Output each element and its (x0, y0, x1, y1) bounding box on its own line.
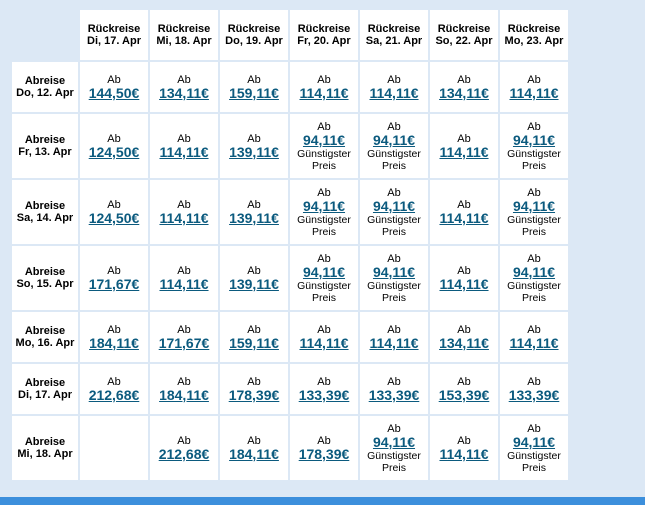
from-label: Ab (387, 375, 401, 388)
price-link[interactable]: 114,11€ (369, 334, 419, 351)
price-link[interactable]: 133,39€ (368, 386, 420, 403)
price-cell (500, 62, 568, 112)
price-cell (430, 62, 498, 112)
price-link[interactable]: 184,11€ (229, 445, 279, 462)
price-cell (290, 416, 358, 480)
price-link[interactable]: 114,11€ (159, 143, 209, 160)
departure-row (12, 246, 568, 310)
price-link[interactable]: 94,11€ (512, 197, 556, 214)
price-cell (150, 364, 218, 414)
from-label: Ab (247, 132, 261, 145)
from-label: Ab (457, 132, 471, 145)
price-cell (360, 312, 428, 362)
from-label: Ab (387, 422, 401, 435)
return-date: Di, 17. Apr (87, 35, 141, 47)
price-link[interactable]: 133,39€ (298, 386, 350, 403)
price-cell (220, 312, 288, 362)
departure-date-header (12, 246, 78, 310)
return-date-header (80, 10, 148, 60)
price-link[interactable]: 144,50€ (88, 84, 140, 101)
departure-label: Abreise (24, 75, 66, 87)
price-link[interactable]: 212,68€ (88, 386, 140, 403)
return-date-header-row (12, 10, 568, 60)
from-label: Ab (527, 120, 541, 133)
return-date: Fr, 20. Apr (297, 35, 351, 47)
price-link[interactable]: 139,11€ (229, 209, 279, 226)
cheapest-price-cell (360, 246, 428, 310)
departure-date: Fr, 13. Apr (18, 146, 72, 158)
price-cell (360, 62, 428, 112)
departure-date-header (12, 416, 78, 480)
cheapest-price-cell (290, 180, 358, 244)
from-label: Ab (317, 323, 331, 336)
price-cell (80, 180, 148, 244)
from-label: Ab (177, 198, 191, 211)
departure-date: Mo, 16. Apr (15, 337, 75, 349)
cheapest-price-label: Günstigster Preis (297, 213, 351, 238)
price-link[interactable]: 124,50€ (88, 143, 140, 160)
return-date: Do, 19. Apr (225, 35, 283, 47)
from-label: Ab (387, 323, 401, 336)
from-label: Ab (107, 323, 121, 336)
price-link[interactable]: 139,11€ (229, 275, 279, 292)
from-label: Ab (247, 73, 261, 86)
return-label: Rückreise (87, 23, 141, 35)
price-link[interactable]: 94,11€ (372, 433, 416, 450)
price-cell (150, 62, 218, 112)
from-label: Ab (177, 434, 191, 447)
departure-row (12, 312, 568, 362)
from-label: Ab (387, 120, 401, 133)
from-label: Ab (387, 186, 401, 199)
price-cell (220, 114, 288, 178)
cheapest-price-label: Günstigster Preis (507, 147, 561, 172)
from-label: Ab (527, 252, 541, 265)
return-date-header (360, 10, 428, 60)
price-link[interactable]: 171,67€ (88, 275, 140, 292)
from-label: Ab (317, 120, 331, 133)
corner-cell (12, 10, 78, 60)
cheapest-price-label: Günstigster Preis (367, 213, 421, 238)
cheapest-price-cell (360, 180, 428, 244)
departure-date-header (12, 180, 78, 244)
price-link[interactable]: 114,11€ (439, 209, 489, 226)
cheapest-price-label: Günstigster Preis (507, 279, 561, 304)
price-cell (80, 114, 148, 178)
from-label: Ab (177, 132, 191, 145)
price-link[interactable]: 134,11€ (439, 84, 489, 101)
cheapest-price-cell (290, 246, 358, 310)
from-label: Ab (317, 375, 331, 388)
from-label: Ab (527, 323, 541, 336)
price-link[interactable]: 184,11€ (89, 334, 139, 351)
from-label: Ab (107, 375, 121, 388)
price-link[interactable]: 94,11€ (302, 197, 346, 214)
from-label: Ab (247, 375, 261, 388)
cheapest-price-label: Günstigster Preis (297, 279, 351, 304)
from-label: Ab (457, 375, 471, 388)
price-link[interactable]: 114,11€ (299, 84, 349, 101)
return-label: Rückreise (437, 23, 491, 35)
departure-label: Abreise (24, 436, 66, 448)
price-link[interactable]: 134,11€ (439, 334, 489, 351)
price-cell (500, 364, 568, 414)
price-cell (430, 416, 498, 480)
return-label: Rückreise (507, 23, 561, 35)
from-label: Ab (527, 73, 541, 86)
price-cell (80, 62, 148, 112)
price-cell (500, 312, 568, 362)
price-link[interactable]: 114,11€ (159, 209, 209, 226)
price-link[interactable]: 114,11€ (439, 275, 489, 292)
price-link[interactable]: 114,11€ (439, 143, 489, 160)
price-cell (150, 312, 218, 362)
bottom-accent-bar (0, 497, 645, 505)
from-label: Ab (457, 198, 471, 211)
cheapest-price-cell (290, 114, 358, 178)
departure-label: Abreise (24, 266, 66, 278)
cheapest-price-label: Günstigster Preis (297, 147, 351, 172)
departure-date: So, 15. Apr (16, 278, 74, 290)
price-cell (150, 416, 218, 480)
departure-date-header (12, 364, 78, 414)
price-cell (220, 416, 288, 480)
price-cell (430, 114, 498, 178)
from-label: Ab (247, 434, 261, 447)
departure-label: Abreise (24, 325, 66, 337)
cheapest-price-cell (360, 114, 428, 178)
departure-row (12, 180, 568, 244)
price-cell (290, 312, 358, 362)
price-link[interactable]: 178,39€ (228, 386, 280, 403)
price-cell (430, 246, 498, 310)
return-date: So, 22. Apr (435, 35, 493, 47)
departure-date-header (12, 62, 78, 112)
return-label: Rückreise (367, 23, 421, 35)
price-link[interactable]: 114,11€ (299, 334, 349, 351)
price-cell (290, 364, 358, 414)
price-cell (220, 364, 288, 414)
price-matrix-body (12, 62, 568, 480)
price-link[interactable]: 94,11€ (302, 263, 346, 280)
price-cell (290, 62, 358, 112)
departure-label: Abreise (24, 200, 66, 212)
from-label: Ab (247, 264, 261, 277)
departure-label: Abreise (24, 134, 66, 146)
price-link[interactable]: 133,39€ (508, 386, 560, 403)
from-label: Ab (107, 198, 121, 211)
return-date: Sa, 21. Apr (365, 35, 423, 47)
price-cell (430, 180, 498, 244)
departure-date: Di, 17. Apr (18, 389, 72, 401)
price-link[interactable]: 94,11€ (512, 131, 556, 148)
price-cell (430, 364, 498, 414)
empty-cell (80, 416, 148, 480)
cheapest-price-cell (500, 246, 568, 310)
return-label: Rückreise (157, 23, 211, 35)
price-link[interactable]: 184,11€ (159, 386, 209, 403)
price-cell (150, 114, 218, 178)
return-date-header (150, 10, 218, 60)
price-link[interactable]: 94,11€ (512, 263, 556, 280)
return-label: Rückreise (227, 23, 281, 35)
cheapest-price-label: Günstigster Preis (367, 449, 421, 474)
return-date: Mo, 23. Apr (504, 35, 564, 47)
departure-row (12, 364, 568, 414)
departure-label: Abreise (24, 377, 66, 389)
price-cell (360, 364, 428, 414)
cheapest-price-cell (360, 416, 428, 480)
from-label: Ab (457, 323, 471, 336)
price-link[interactable]: 159,11€ (229, 334, 279, 351)
price-link[interactable]: 114,11€ (509, 84, 559, 101)
from-label: Ab (317, 73, 331, 86)
departure-date-header (12, 312, 78, 362)
price-link[interactable]: 114,11€ (509, 334, 559, 351)
price-link[interactable]: 94,11€ (372, 131, 416, 148)
from-label: Ab (247, 323, 261, 336)
cheapest-price-cell (500, 180, 568, 244)
price-link[interactable]: 124,50€ (88, 209, 140, 226)
cheapest-price-label: Günstigster Preis (367, 147, 421, 172)
from-label: Ab (177, 323, 191, 336)
price-cell (80, 312, 148, 362)
return-date-header (290, 10, 358, 60)
return-date-header (500, 10, 568, 60)
departure-row (12, 416, 568, 480)
price-cell (150, 246, 218, 310)
cheapest-price-label: Günstigster Preis (507, 213, 561, 238)
return-date-header (220, 10, 288, 60)
from-label: Ab (177, 375, 191, 388)
from-label: Ab (247, 198, 261, 211)
departure-date: Sa, 14. Apr (16, 212, 74, 224)
price-link[interactable]: 94,11€ (372, 263, 416, 280)
from-label: Ab (387, 252, 401, 265)
price-cell (220, 62, 288, 112)
departure-date: Mi, 18. Apr (17, 448, 73, 460)
from-label: Ab (527, 422, 541, 435)
price-link[interactable]: 94,11€ (302, 131, 346, 148)
return-date: Mi, 18. Apr (156, 35, 212, 47)
from-label: Ab (107, 73, 121, 86)
price-cell (430, 312, 498, 362)
cheapest-price-label: Günstigster Preis (507, 449, 561, 474)
departure-row (12, 62, 568, 112)
from-label: Ab (107, 132, 121, 145)
price-cell (220, 246, 288, 310)
from-label: Ab (177, 73, 191, 86)
price-cell (80, 246, 148, 310)
price-link[interactable]: 171,67€ (158, 334, 210, 351)
from-label: Ab (457, 73, 471, 86)
price-matrix (10, 8, 570, 482)
from-label: Ab (387, 73, 401, 86)
price-link[interactable]: 178,39€ (298, 445, 350, 462)
cheapest-price-cell (500, 114, 568, 178)
price-link[interactable]: 153,39€ (438, 386, 490, 403)
price-link[interactable]: 114,11€ (439, 445, 489, 462)
price-link[interactable]: 139,11€ (229, 143, 279, 160)
return-label: Rückreise (297, 23, 351, 35)
departure-row (12, 114, 568, 178)
price-link[interactable]: 94,11€ (512, 433, 556, 450)
from-label: Ab (527, 375, 541, 388)
price-cell (80, 364, 148, 414)
departure-date-header (12, 114, 78, 178)
price-link[interactable]: 114,11€ (159, 275, 209, 292)
price-link[interactable]: 212,68€ (158, 445, 210, 462)
cheapest-price-cell (500, 416, 568, 480)
from-label: Ab (107, 264, 121, 277)
price-link[interactable]: 159,11€ (229, 84, 279, 101)
from-label: Ab (177, 264, 191, 277)
departure-date: Do, 12. Apr (16, 87, 74, 99)
from-label: Ab (457, 264, 471, 277)
price-link[interactable]: 94,11€ (372, 197, 416, 214)
price-link[interactable]: 134,11€ (159, 84, 209, 101)
from-label: Ab (527, 186, 541, 199)
return-date-header (430, 10, 498, 60)
from-label: Ab (317, 186, 331, 199)
from-label: Ab (317, 434, 331, 447)
price-cell (150, 180, 218, 244)
price-link[interactable]: 114,11€ (369, 84, 419, 101)
price-cell (220, 180, 288, 244)
from-label: Ab (317, 252, 331, 265)
cheapest-price-label: Günstigster Preis (367, 279, 421, 304)
from-label: Ab (457, 434, 471, 447)
